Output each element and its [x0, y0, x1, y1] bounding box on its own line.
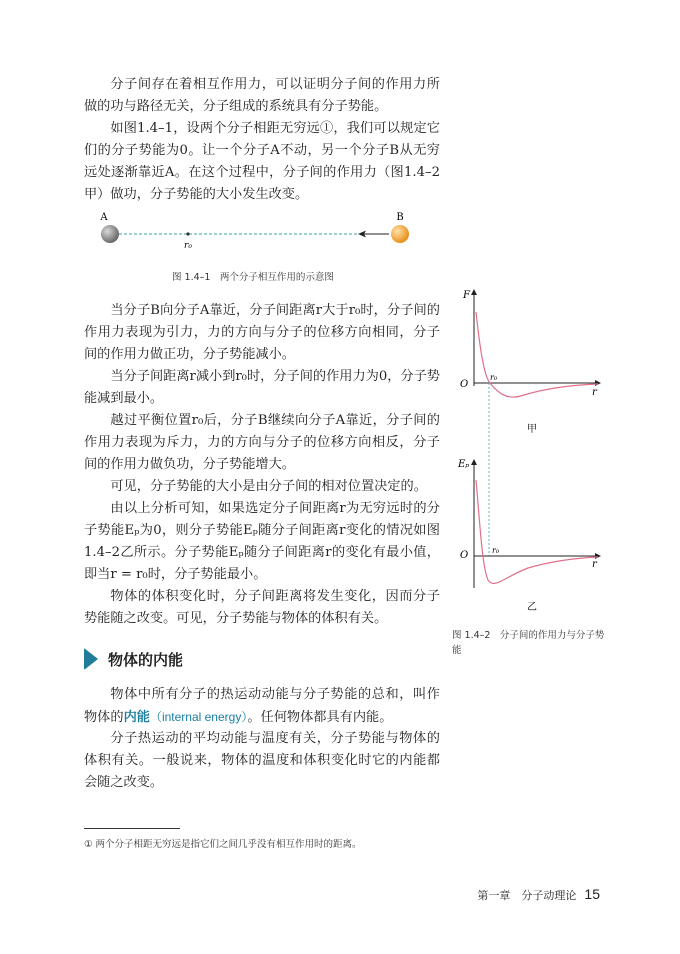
figure1-caption: 图 1.4–1 两个分子相互作用的示意图 [172, 272, 334, 283]
label-molecule-a: A [100, 212, 108, 223]
section-marker-icon [84, 648, 98, 670]
force-curve [476, 312, 598, 397]
section-heading [84, 646, 183, 672]
molecule-a [101, 225, 119, 243]
footnote-divider [84, 828, 180, 829]
internal-energy-text-before: 物体中所有分子的热运动动能与分子势能的总和，叫作物体的 [84, 687, 440, 725]
figure-force-potential [452, 284, 612, 624]
footnote: ① 两个分子相距无穷远是指它们之间几乎没有相互作用时的距离。 [84, 839, 362, 850]
r0-point [186, 232, 189, 235]
bottom-xlabel: r [592, 559, 597, 570]
figure-two-molecules [90, 208, 430, 258]
label-r0: r₀ [184, 241, 192, 251]
bottom-r0-label: r₀ [492, 546, 500, 555]
potential-curve [476, 480, 598, 583]
paragraph-setup: 如图1.4–1，设两个分子相距无穷远①，我们可以规定它们的分子势能为0。让一个分子A不动，另一个分子B从无穷远处逐渐靠近A。在这个过程中，分子间的作用力（图1.4–2甲）做功，分子势能的大小发生改变。 [84, 121, 440, 202]
paragraph-attraction: 当分子B向分子A靠近，分子间距离r大于r₀时，分子间的作用力表现为引力，力的方向与分子的位移方向相同，分子间的作用力做正功，分子势能减小。 [84, 303, 440, 362]
top-ylabel: F [463, 290, 470, 301]
paragraph-internal-energy [84, 684, 440, 729]
molecule-b [391, 225, 409, 243]
paragraph-conclusion: 可见，分子势能的大小是由分子间的相对位置决定的。 [110, 479, 427, 494]
bottom-origin: O [460, 550, 469, 561]
paragraph-volume: 物体的体积变化时，分子间距离将发生变化，因而分子势能随之改变。可见，分子势能与物体的体积有关。 [84, 589, 440, 626]
internal-energy-english: （internal energy） [149, 710, 248, 724]
figure2-caption: 图 1.4–2 分子间的作用力与分子势能 [452, 630, 605, 656]
section-title: 物体的内能 [108, 650, 184, 669]
top-origin: O [460, 379, 469, 390]
bottom-ylabel: Eₚ [458, 459, 470, 470]
page-footer [477, 886, 600, 903]
bottom-panel-label: 乙 [527, 602, 537, 613]
paragraph-equilibrium: 当分子间距离r减小到r₀时，分子间的作用力为0，分子势能减到最小。 [84, 369, 440, 406]
chapter-title: 第一章 分子动理论 [477, 889, 577, 902]
page-number: 15 [584, 886, 600, 902]
paragraph-temperature-volume: 分子热运动的平均动能与温度有关，分子势能与物体的体积有关。一般说来，物体的温度和体积变化时它的内能都会随之改变。 [84, 731, 440, 790]
top-panel-label: 甲 [527, 424, 537, 435]
internal-energy-text-after: 。任何物体都具有内能。 [247, 710, 393, 725]
label-molecule-b: B [396, 212, 404, 223]
paragraph-repulsion: 越过平衡位置r₀后，分子B继续向分子A靠近，分子间的作用力表现为斥力，力的方向与分子的位移方向相反，分子间的作用力做负功，分子势能增大。 [84, 413, 440, 472]
paragraph-potential-curve: 由以上分析可知，如果选定分子间距离r为无穷远时的分子势能Eₚ为0，则分子势能Eₚ随分子间距离r变化的情况如图1.4–2乙所示。分子势能Eₚ随分子间距离r的变化有最小值，即当r = r₀时，分子势能最小。 [84, 501, 440, 582]
internal-energy-term: 内能 [123, 710, 150, 725]
top-xlabel: r [592, 387, 597, 398]
top-r0-label: r₀ [490, 373, 498, 382]
paragraph-intro: 分子间存在着相互作用力，可以证明分子间的作用力所做的功与路径无关，分子组成的系统具有分子势能。 [84, 77, 440, 114]
